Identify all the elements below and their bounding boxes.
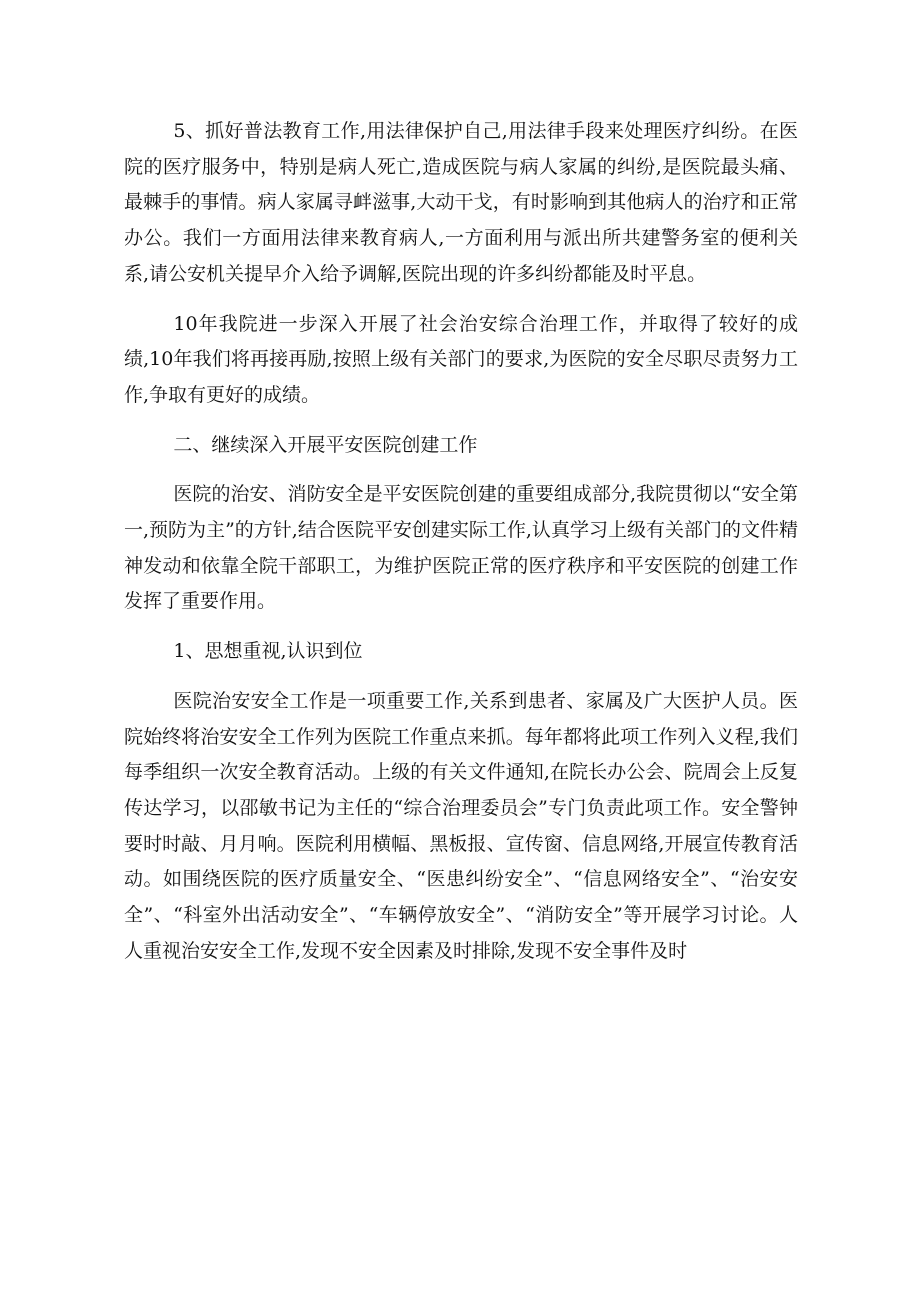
subheading-awareness: 1、思想重视,认识到位: [173, 640, 363, 663]
paragraph-safety-policy: 医院的治安、消防安全是平安医院创建的重要组成部分,我院贯彻以“安全第一,预防为主”的方针,结合医院平安创建实际工作,认真学习上级有关部门的文件精神发动和依靠全院干部职工，为维护医院正常的医疗秩序和平安医院的创建工作发挥了重要作用。: [124, 483, 798, 613]
paragraph-security-work: 医院治安安全工作是一项重要工作,关系到患者、家属及广大医护人员。医院始终将治安安全工作列为医院工作重点来抓。每年都将此项工作列入义程,我们每季组织一次安全教育活动。上级的有关文件通知,在院长办公会、院周会上反复传达学习，以邵敏书记为主任的“综合治理委员会”专门负责此项工作。安全警钟要时时敲、月月响。医院利用横幅、黑板报、宣传窗、信息网络,开展宣传教育活动。如围绕医院的医疗质量安全、“医患纠纷安全”、“信息网络安全”、“治安安全”、“科室外出活动安全”、“车辆停放安全”、“消防安全”等开展学习讨论。人人重视治安安全工作,发现不安全因素及时排除,发现不安全事件及时: [124, 689, 798, 962]
paragraph-year-summary: 10年我院进一步深入开展了社会治安综合治理工作，并取得了较好的成绩,10年我们将再接再励,按照上级有关部门的要求,为医院的安全尽职尽责努力工作,争取有更好的成绩。: [124, 312, 798, 406]
section-heading-safe-hospital: 二、继续深入开展平安医院创建工作: [173, 433, 478, 456]
document-body: [124, 114, 798, 983]
paragraph-legal-education: 5、抓好普法教育工作,用法律保护自己,用法律手段来处理医疗纠纷。在医院的医疗服务中，特别是病人死亡,造成医院与病人家属的纠纷,是医院最头痛、最棘手的事情。病人家属寻衅滋事,大动干戈，有时影响到其他病人的治疗和正常办公。我们一方面用法律来教育病人,一方面利用与派出所共建警务室的便利关系,请公安机关提早介入给予调解,医院出现的许多纠纷都能及时平息。: [124, 120, 798, 285]
